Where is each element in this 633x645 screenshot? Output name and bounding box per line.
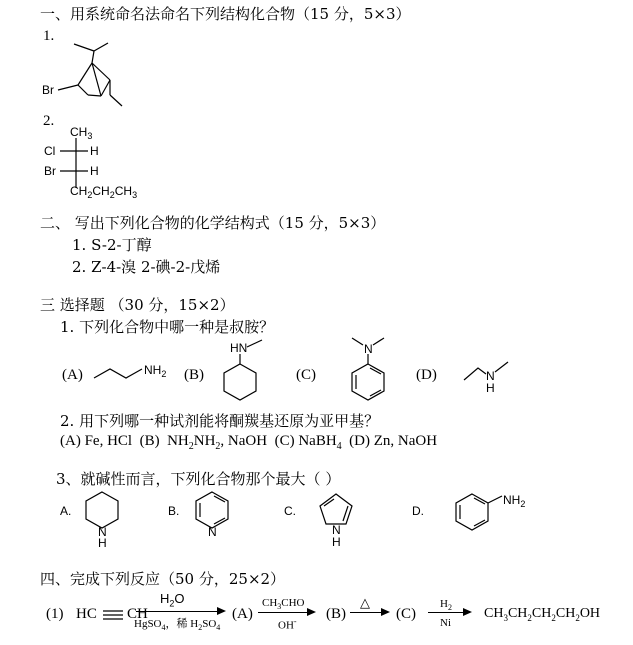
- pyrrole-structure: [318, 492, 364, 548]
- r1-product-a: (A): [232, 606, 253, 622]
- q2-ch3-label: $CH_3$: [70, 125, 93, 141]
- bornane-structure: [40, 38, 150, 118]
- r1-reactant-2: CH: [127, 606, 148, 622]
- r1-step3-arrow: [350, 612, 388, 613]
- s3-q1-option-d: (D): [416, 367, 437, 383]
- fischer-projection: [40, 122, 180, 202]
- q2-number: 2.: [43, 113, 55, 129]
- q2-cl-label: Cl: [44, 144, 56, 158]
- s3-q2-options: (A) Fe, HCl (B) $NH_2NH_2$, NaOH (C) NaBH$_4$ (D) Zn, NaOH: [60, 433, 438, 452]
- nh2-label: $NH_2$: [144, 363, 167, 379]
- pyridine-structure: [194, 490, 244, 540]
- r1-final-product: $CH_3CH_2CH_2CH_2OH$: [484, 606, 601, 623]
- s3-q3-text: 3、就碱性而言，下列化合物那个最大（ ）: [56, 470, 341, 488]
- r1-product-b: (B): [326, 606, 346, 622]
- r1-step4-arrow: [428, 612, 470, 613]
- s3-q1-option-b: (B): [184, 367, 204, 383]
- r1-product-c: (C): [396, 606, 416, 622]
- piperidine-h: H: [98, 536, 107, 550]
- r1-step2-top: $CH_3CHO$: [262, 597, 305, 612]
- q2-h2-label: H: [90, 164, 99, 178]
- aniline-structure: [452, 490, 542, 536]
- section2-item-2: 2. Z-4-溴 2-碘-2-戊烯: [72, 258, 221, 276]
- r1-number: (1): [46, 606, 64, 622]
- s3-q1-option-a: (A): [62, 367, 83, 383]
- pyrrole-h: H: [332, 535, 341, 549]
- r1-step1-arrow: [136, 611, 224, 612]
- section2-heading: 二、 写出下列化合物的化学结构式（15 分，5×3）: [40, 214, 386, 232]
- n-label-d: N: [486, 369, 495, 383]
- r1-step3-top: △: [360, 595, 370, 610]
- section1-heading: 一、用系统命名法命名下列结构化合物（15 分，5×3）: [40, 5, 411, 23]
- piperidine-n: N: [98, 525, 107, 539]
- pyrrole-n: N: [332, 523, 341, 537]
- s3-q3-option-d: D.: [412, 504, 424, 518]
- s3-q3-option-b: B.: [168, 504, 180, 518]
- s3-q3-option-a: A.: [60, 504, 72, 518]
- n-label-c: N: [364, 342, 373, 356]
- pyridine-n: N: [208, 525, 217, 539]
- s3-q1-text: 1. 下列化合物中哪一种是叔胺？: [60, 318, 275, 336]
- hn-label: HN: [230, 341, 248, 355]
- piperidine-structure: [84, 490, 134, 548]
- methylcyclohexylamine-structure: [222, 338, 282, 410]
- q2-h1-label: H: [90, 144, 99, 158]
- r1-reactant: HC: [76, 606, 97, 622]
- section2-item-1: 1. S-2-丁醇: [72, 236, 152, 254]
- ethylmethylamine-structure: [462, 358, 522, 394]
- q1-br-label: Br: [42, 83, 54, 97]
- q1-number: 1.: [43, 28, 55, 44]
- section4-heading: 四、完成下列反应（50 分，25×2）: [40, 570, 286, 588]
- q2-chain-label: $CH_2CH_2CH_3$: [70, 184, 138, 200]
- r1-step2-arrow: [258, 612, 314, 613]
- s3-q2-text: 2. 用下列哪一种试剂能将酮羰基还原为亚甲基？: [60, 412, 380, 430]
- section3-heading: 三 选择题 （30 分，15×2）: [40, 296, 235, 314]
- propylamine-structure: [92, 356, 172, 386]
- r1-step4-top: $H_2$: [440, 598, 452, 613]
- aniline-nh2: $NH_2$: [503, 493, 526, 509]
- triple-bond-symbol: [101, 608, 125, 622]
- dimethylaniline-structure: [340, 336, 400, 412]
- r1-step1-bottom: HgSO$_4$，稀 $H_2SO_4$: [134, 618, 221, 633]
- r1-step4-bottom: Ni: [440, 617, 451, 629]
- q2-br-label: Br: [44, 164, 56, 178]
- r1-step1-top: $H_2O$: [160, 591, 185, 609]
- r1-step2-bottom: OH-: [278, 617, 297, 632]
- s3-q1-option-c: (C): [296, 367, 316, 383]
- h-label-d: H: [486, 381, 495, 395]
- s3-q3-option-c: C.: [284, 504, 296, 518]
